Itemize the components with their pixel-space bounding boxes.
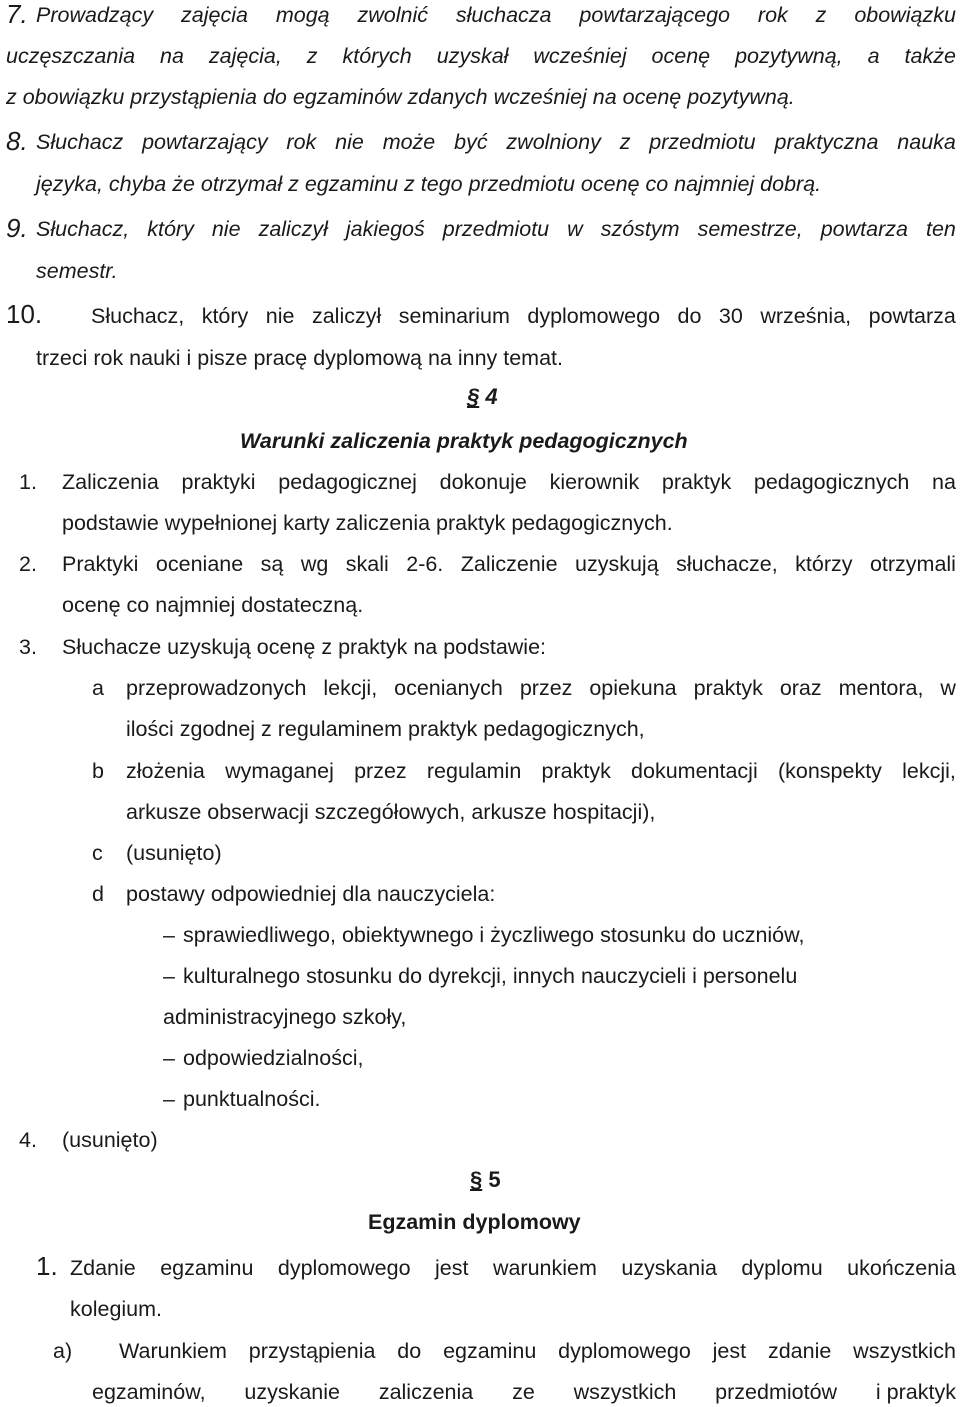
paragraph-line xyxy=(6,41,956,71)
word: wszystkich xyxy=(853,1339,956,1363)
item-line xyxy=(70,1253,956,1283)
word: egzaminów, xyxy=(92,1380,206,1404)
section-title: Egzamin dyplomowy xyxy=(368,1210,581,1234)
word: otrzymali xyxy=(869,552,956,576)
section-title: Warunki zaliczenia praktyk pedagogicznych xyxy=(240,429,688,453)
word: zajęcia xyxy=(181,3,248,27)
word: nauka xyxy=(897,130,956,154)
paragraph-number: 8. xyxy=(6,126,28,156)
word: powtarza xyxy=(868,304,956,328)
word: złożenia xyxy=(126,759,205,783)
word: z xyxy=(306,44,318,68)
word: uzyskania xyxy=(621,1256,717,1280)
word: powtarzający xyxy=(142,130,268,154)
word: Słuchacz, xyxy=(91,304,185,328)
word: przedmiotów xyxy=(715,1380,838,1404)
word: przedmiotu xyxy=(442,217,550,241)
sub-item-line xyxy=(126,673,956,703)
item-number: 4. xyxy=(19,1128,37,1152)
sub-item-line xyxy=(126,756,956,786)
word: września, xyxy=(760,304,852,328)
word: powtarza xyxy=(820,217,908,241)
dash-item-line: kulturalnego stosunku do dyrekcji, innych nauczycieli i personelu xyxy=(183,964,798,988)
word: wcześniej xyxy=(533,44,627,68)
word: także xyxy=(904,44,956,68)
word: na xyxy=(160,44,184,68)
word: dyplomu xyxy=(741,1256,823,1280)
word: słuchacze, xyxy=(676,552,778,576)
word: nie xyxy=(335,130,364,154)
word: może xyxy=(382,130,436,154)
word: są xyxy=(260,552,284,576)
word: nie xyxy=(211,217,241,241)
paragraph-number: 9. xyxy=(6,213,28,243)
word: Warunkiem xyxy=(119,1339,227,1363)
word: wszystkich xyxy=(573,1380,677,1404)
section-number: 5 xyxy=(488,1167,501,1192)
word: Zaliczenia xyxy=(62,470,159,494)
word: ze xyxy=(512,1380,535,1404)
word: a xyxy=(867,44,880,68)
sub-item-letter: c xyxy=(92,841,103,865)
word: warunkiem xyxy=(492,1256,597,1280)
word: Zdanie xyxy=(70,1256,136,1280)
word: oraz xyxy=(779,676,822,700)
word: powtarzającego xyxy=(579,3,731,27)
word: Praktyki xyxy=(62,552,139,576)
word: Słuchacz, xyxy=(36,217,130,241)
word: mentora, xyxy=(838,676,924,700)
word: praktyczna xyxy=(774,130,879,154)
item-number: 1. xyxy=(19,470,37,494)
word: pozytywną, xyxy=(735,44,843,68)
word: kierownik xyxy=(549,470,640,494)
word: przystąpienia xyxy=(248,1339,376,1363)
word: praktyki xyxy=(181,470,256,494)
item-line xyxy=(62,549,956,579)
word: pedagogicznej xyxy=(278,470,417,494)
word: dokonuje xyxy=(439,470,527,494)
word: 2-6. xyxy=(406,552,444,576)
item-line: Słuchacze uzyskują ocenę z praktyk na podstawie: xyxy=(62,635,547,659)
word: przeprowadzonych xyxy=(126,676,307,700)
word: wymaganej xyxy=(225,759,334,783)
item-number: 3. xyxy=(19,635,37,659)
word: w xyxy=(940,676,956,700)
item-number: 1. xyxy=(36,1251,58,1281)
word: ocenianych xyxy=(394,676,503,700)
paragraph-number: 10. xyxy=(6,299,43,329)
sub-item-letter: a xyxy=(92,676,104,700)
word: uczęszczania xyxy=(6,44,136,68)
word: dyplomowego xyxy=(527,304,661,328)
paragraph-line xyxy=(36,0,956,30)
word: szóstym xyxy=(600,217,680,241)
word: praktyk xyxy=(541,759,611,783)
word: słuchacza xyxy=(455,3,552,27)
word: zwolniony xyxy=(506,130,601,154)
word: zaliczenia xyxy=(378,1380,474,1404)
word: przedmiotu xyxy=(649,130,756,154)
sub-item-line xyxy=(119,1336,956,1366)
word: egzaminu xyxy=(443,1339,537,1363)
word: zaliczył xyxy=(311,304,382,328)
item-line: ocenę co najmniej dostateczną. xyxy=(62,593,364,617)
word: być xyxy=(454,130,488,154)
word: rok xyxy=(757,3,788,27)
word: zajęcia, xyxy=(208,44,282,68)
word: Prowadzący xyxy=(36,3,154,27)
word: mogą xyxy=(275,3,330,27)
word: rok xyxy=(286,130,317,154)
word: w xyxy=(567,217,583,241)
word: z xyxy=(815,3,827,27)
word: których xyxy=(342,44,412,68)
dash-bullet: – xyxy=(163,1087,175,1111)
word: który xyxy=(147,217,194,241)
sub-item-line: (usunięto) xyxy=(126,841,222,865)
word: obowiązku xyxy=(854,3,956,27)
word: który xyxy=(201,304,249,328)
paragraph-line xyxy=(36,214,956,244)
word: przez xyxy=(354,759,407,783)
word: oceniane xyxy=(155,552,244,576)
word: do xyxy=(397,1339,422,1363)
paragraph-line: trzeci rok nauki i pisze pracę dyplomową na inny temat. xyxy=(36,346,563,370)
paragraph-line xyxy=(91,301,956,331)
word: nie xyxy=(265,304,295,328)
item-number: 2. xyxy=(19,552,37,576)
word: praktyk xyxy=(661,470,732,494)
sub-item-line: postawy odpowiedniej dla nauczyciela: xyxy=(126,882,496,906)
word: uzyskanie xyxy=(244,1380,340,1404)
dash-item-line: sprawiedliwego, obiektywnego i życzliwego stosunku do uczniów, xyxy=(183,923,805,947)
word: zdanie xyxy=(767,1339,832,1363)
word: (konspekty xyxy=(777,759,882,783)
paragraph-line: języka, chyba że otrzymał z egzaminu z tego przedmiotu ocenę co najmniej dobrą. xyxy=(36,172,822,196)
section-sign: § xyxy=(470,1167,483,1192)
item-line xyxy=(62,467,956,497)
word: uzyskują xyxy=(575,552,659,576)
word: regulamin xyxy=(426,759,522,783)
word: ten xyxy=(925,217,956,241)
word: przez xyxy=(519,676,573,700)
paragraph-line: z obowiązku przystąpienia do egzaminów zdanych wcześniej na ocenę pozytywną. xyxy=(6,85,795,109)
section-number: 4 xyxy=(485,384,498,409)
word: zwolnić xyxy=(357,3,429,27)
item-line: podstawie wypełnionej karty zaliczenia praktyk pedagogicznych. xyxy=(62,511,673,535)
word: jest xyxy=(712,1339,747,1363)
dash-item-line: punktualności. xyxy=(183,1087,321,1111)
word: na xyxy=(931,470,956,494)
paragraph-number: 7. xyxy=(6,0,28,29)
word: pedagogicznych xyxy=(753,470,910,494)
word: jakiegoś xyxy=(345,217,425,241)
paragraph-line: semestr. xyxy=(36,259,118,283)
dash-bullet: – xyxy=(163,964,175,988)
section-heading-number xyxy=(467,384,498,410)
word: skali xyxy=(345,552,389,576)
section-sign: § xyxy=(467,384,480,409)
paragraph-line xyxy=(36,127,956,157)
sub-item-letter: a) xyxy=(53,1339,73,1363)
sub-item-line xyxy=(92,1377,956,1407)
dash-bullet: – xyxy=(163,1046,175,1070)
word: dyplomowego xyxy=(558,1339,691,1363)
word: którzy xyxy=(795,552,853,576)
word: lekcji, xyxy=(323,676,378,700)
word: lekcji, xyxy=(902,759,956,783)
item-line: (usunięto) xyxy=(62,1128,158,1152)
word: do xyxy=(677,304,702,328)
word: praktyk xyxy=(693,676,763,700)
dash-bullet: – xyxy=(163,923,175,947)
word: zaliczył xyxy=(258,217,328,241)
word: ukończenia xyxy=(847,1256,956,1280)
dash-item-line: administracyjnego szkoły, xyxy=(163,1005,407,1029)
sub-item-letter: b xyxy=(92,759,104,783)
dash-item-line: odpowiedzialności, xyxy=(183,1046,364,1070)
word: ocenę xyxy=(651,44,711,68)
word: z xyxy=(619,130,631,154)
word: Zaliczenie xyxy=(460,552,558,576)
word: Słuchacz xyxy=(36,130,124,154)
sub-item-line: ilości zgodnej z regulaminem praktyk pedagogicznych, xyxy=(126,717,645,741)
section-heading-number xyxy=(470,1167,501,1193)
word: jest xyxy=(435,1256,469,1280)
word: i praktyk xyxy=(875,1380,956,1404)
sub-item-line: arkusze obserwacji szczegółowych, arkusze hospitacji), xyxy=(126,800,656,824)
word: semestrze, xyxy=(697,217,803,241)
sub-item-letter: d xyxy=(92,882,104,906)
word: dokumentacji xyxy=(631,759,758,783)
item-line: kolegium. xyxy=(70,1297,163,1321)
word: opiekuna xyxy=(589,676,677,700)
word: dyplomowego xyxy=(277,1256,411,1280)
word: seminarium xyxy=(398,304,510,328)
word: egzaminu xyxy=(160,1256,254,1280)
word: 30 xyxy=(718,304,743,328)
word: uzyskał xyxy=(436,44,509,68)
word: wg xyxy=(300,552,329,576)
